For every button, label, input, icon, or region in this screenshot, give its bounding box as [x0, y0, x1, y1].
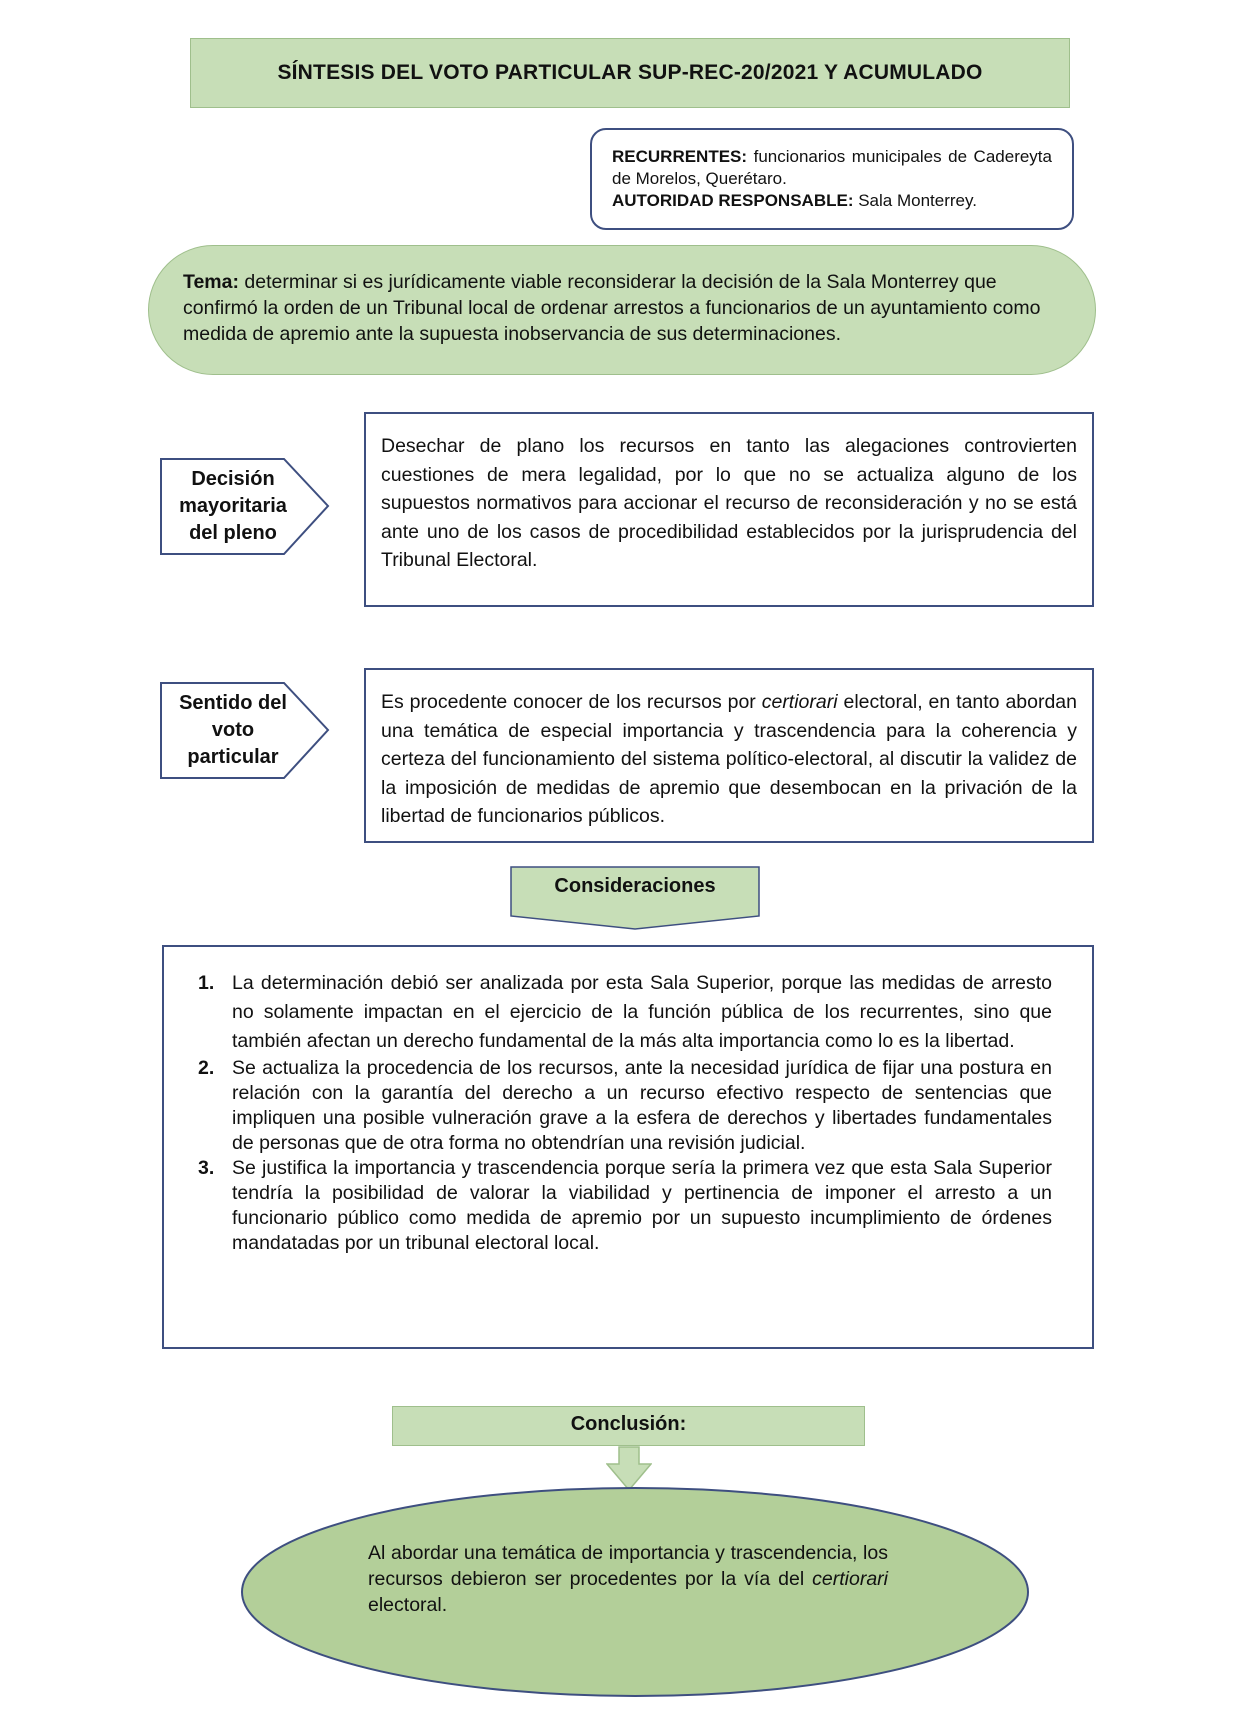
authority-label: AUTORIDAD RESPONSABLE: [612, 191, 854, 210]
list-item-number: 3. [198, 1157, 215, 1179]
majority-label-line2: mayoritaria [179, 495, 287, 517]
list-item [198, 1056, 1052, 1156]
dissent-text-before: Es procedente conocer de los recursos por [381, 691, 762, 713]
list-item [198, 1156, 1052, 1256]
appellants-label: RECURRENTES: [612, 147, 748, 166]
dissent-label-line2: voto [211, 719, 255, 741]
conclusion-text [368, 1540, 888, 1618]
parties-box [590, 128, 1074, 230]
dissent-label [162, 690, 304, 771]
dissent-label-line1: Sentido del [179, 692, 287, 714]
topic-pill [148, 245, 1096, 375]
majority-label [162, 466, 304, 547]
list-item-text: La determinación debió ser analizada por esta Sala Superior, porque las medidas de arresto no solamente impactan en el ejercicio de la función pública de los recurrentes, sino que también afectan un derecho fundamental de la más alta importancia como lo es la libertad. [232, 972, 1052, 1052]
conclusion-header: Conclusión: [570, 1413, 687, 1435]
dissent-text-after: electoral, en tanto abordan una temática de especial importancia y trascendencia para la coherencia y certeza del funcionamiento del sistema político-electoral, al discutir la validez de la imposición de medidas de apremio que desembocan en la privación de la libertad de funcionarios públicos. [381, 691, 1078, 827]
considerations-list [198, 969, 1052, 1256]
majority-text: Desechar de plano los recursos en tanto las alegaciones controvierten cuestiones de mera legalidad, por lo que no se actualiza alguno de los supuestos normativos para accionar el recurso de reconsideración y no se está ante uno de los casos de procedibilidad establecidos por la jurisprudencia del Tribunal Electoral. [381, 435, 1077, 571]
considerations-header: Consideraciones [554, 875, 716, 897]
appellants-line [612, 146, 1052, 190]
list-item-text: Se justifica la importancia y trascendencia porque sería la primera vez que esta Sala Superior tendría la posibilidad de valorar la viabilidad y pertinencia de imponer el arresto a un funcionario público como medida de apremio por un supuesto incumplimiento de órdenes mandatadas por un tribunal electoral local. [232, 1157, 1052, 1254]
authority-line [612, 190, 1052, 212]
majority-label-line1: Decisión [191, 468, 275, 490]
appellants-value: funcionarios municipales de Cadereyta de Morelos, Querétaro. [612, 147, 1052, 188]
dissent-text-italic: certiorari [761, 691, 838, 713]
list-item-number: 1. [198, 972, 215, 994]
list-item-text: Se actualiza la procedencia de los recursos, ante la necesidad jurídica de fijar una postura en relación con la garantía del derecho a un recurso efectivo respecto de sentencias que impliquen una posible vulneración grave a la esfera de derechos y libertades fundamentales de personas que de otra forma no obtendrían una revisión judicial. [232, 1057, 1052, 1154]
topic-text: determinar si es jurídicamente viable reconsiderar la decisión de la Sala Monterrey que confirmó la orden de un Tribunal local de ordenar arrestos a funcionarios de un ayuntamiento como medida de apremio ante la supuesta inobservancia de sus determinaciones. [183, 271, 1041, 345]
list-item-number: 2. [198, 1057, 215, 1079]
topic-label: Tema: [183, 271, 239, 293]
conclusion-text-italic: certiorari [812, 1568, 888, 1590]
document-title [190, 38, 1070, 108]
majority-text-box [364, 412, 1094, 607]
conclusion-text-after: electoral. [368, 1594, 448, 1616]
list-item [198, 969, 1052, 1056]
dissent-text-box [364, 668, 1094, 843]
conclusion-text-before: Al abordar una temática de importancia y trascendencia, los recursos debieron ser procedentes por la vía del [368, 1542, 888, 1590]
dissent-label-line3: particular [187, 746, 279, 768]
considerations-box [162, 945, 1094, 1349]
majority-label-line3: del pleno [189, 522, 277, 544]
authority-value: Sala Monterrey. [858, 191, 977, 210]
document-title-text: SÍNTESIS DEL VOTO PARTICULAR SUP-REC-20/2021 Y ACUMULADO [277, 61, 983, 84]
